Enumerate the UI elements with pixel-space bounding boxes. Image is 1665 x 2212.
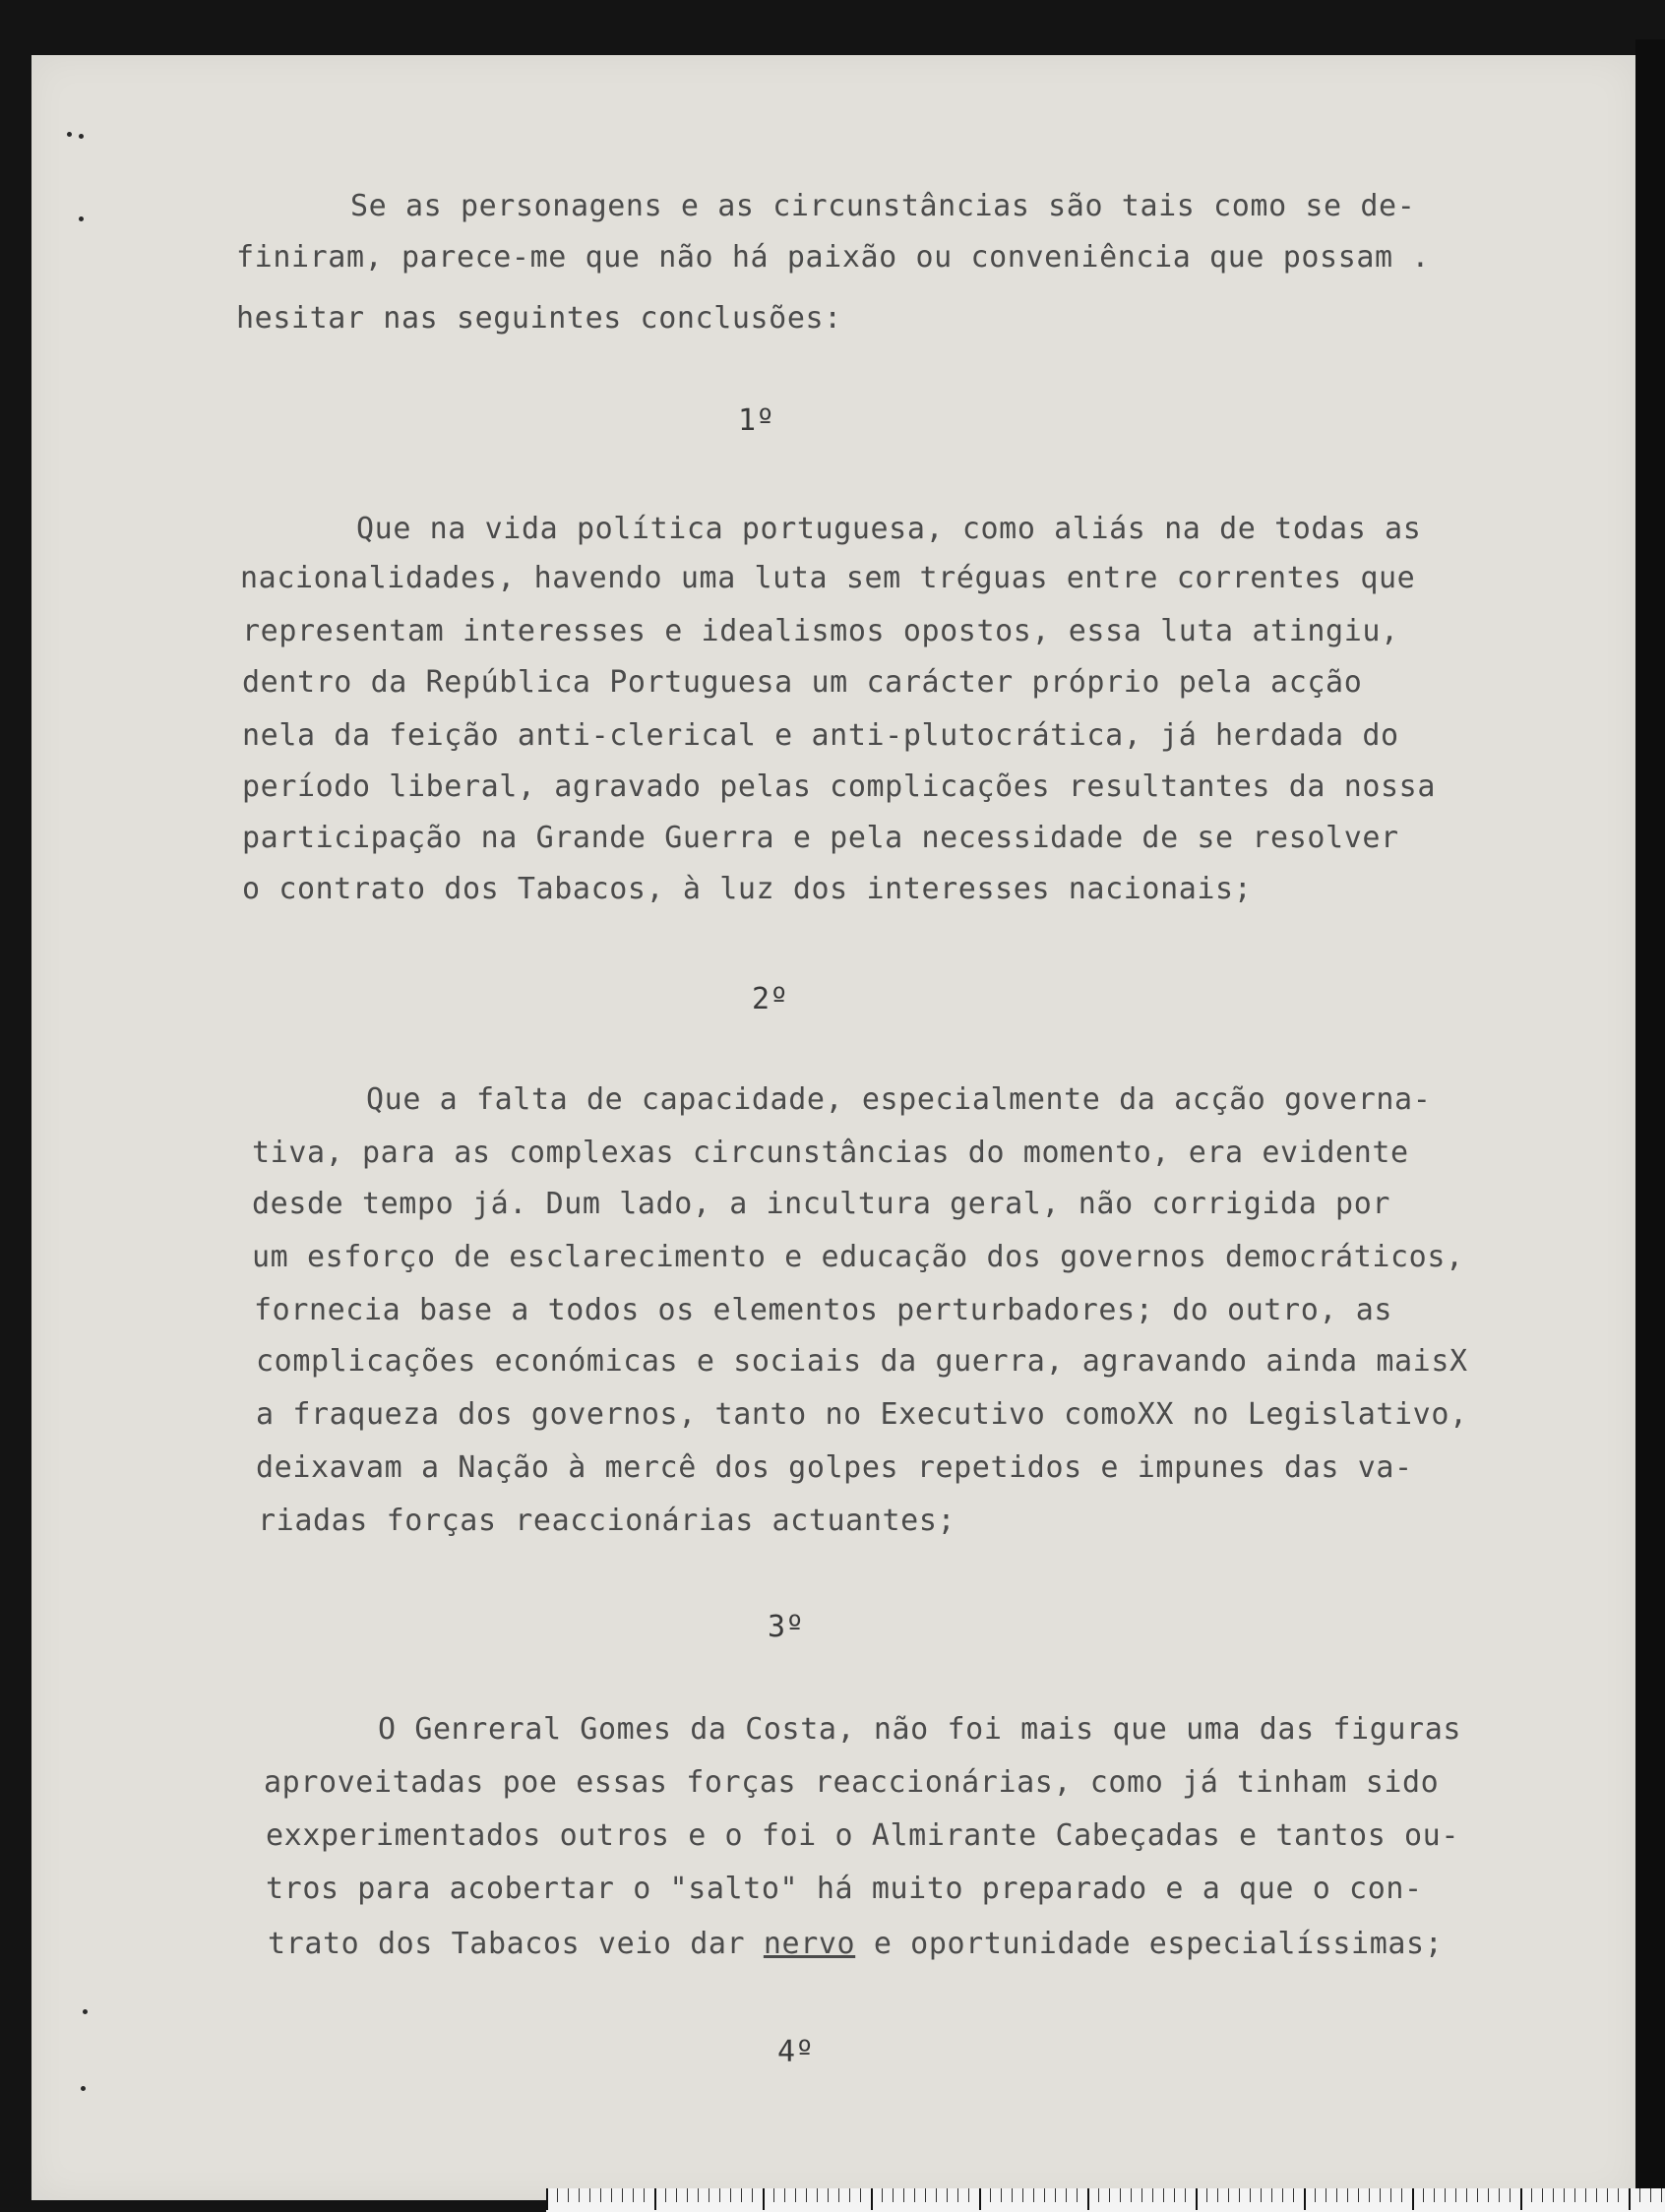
paragraph-line-last [268, 1927, 1443, 1961]
paragraph-line: tiva, para as complexas circunstâncias do momento, era evidente [252, 1136, 1409, 1170]
paragraph-line: desde tempo já. Dum lado, a incultura geral, não corrigida por [252, 1187, 1391, 1221]
paragraph-line: tros para acobertar o "salto" há muito preparado e a que o con- [266, 1872, 1423, 1906]
paragraph-line: representam interesses e idealismos opostos, essa luta atingiu, [242, 614, 1399, 648]
paragraph-line: riadas forças reaccionárias actuantes; [258, 1504, 956, 1538]
margin-mark [83, 2009, 88, 2014]
paragraph-line: Que a falta de capacidade, especialmente da acção governa- [366, 1082, 1432, 1117]
paragraph-line: um esforço de esclarecimento e educação dos governos democráticos, [252, 1240, 1464, 1274]
paragraph-line: período liberal, agravado pelas complicações resultantes da nossa [242, 769, 1436, 804]
paragraph-line: complicações económicas e sociais da guerra, agravando ainda maisX [256, 1344, 1468, 1379]
section-heading-2: 2º [752, 982, 789, 1016]
scale-ruler [546, 2188, 1665, 2212]
paragraph-line: Que na vida política portuguesa, como aliás na de todas as [356, 512, 1422, 546]
paragraph-line: a fraqueza dos governos, tanto no Executivo comoXX no Legislativo, [256, 1397, 1468, 1432]
intro-line: Se as personagens e as circunstâncias são tais como se de- [350, 189, 1416, 223]
section-heading-1: 1º [738, 403, 775, 438]
paragraph-line: deixavam a Nação à mercê dos golpes repetidos e impunes das va- [256, 1450, 1413, 1485]
margin-mark [67, 132, 72, 137]
paragraph-line: o contrato dos Tabacos, à luz dos interesses nacionais; [242, 872, 1253, 906]
section-heading-4: 4º [777, 2035, 815, 2069]
paragraph-line: aproveitadas poe essas forças reaccionárias, como já tinham sido [264, 1765, 1440, 1800]
paragraph-line: fornecia base a todos os elementos perturbadores; do outro, as [254, 1293, 1393, 1327]
ruler-major-ticks [546, 2188, 1665, 2210]
paragraph-line: nacionalidades, havendo uma luta sem tréguas entre correntes que [240, 561, 1416, 595]
intro-line: finiram, parece-me que não há paixão ou conveniência que possam . [236, 240, 1430, 275]
margin-mark [79, 216, 84, 221]
margin-mark [79, 134, 84, 139]
text-span: trato dos Tabacos veio dar [268, 1927, 764, 1961]
paragraph-line: participação na Grande Guerra e pela necessidade de se resolver [242, 821, 1399, 855]
margin-mark [81, 2086, 86, 2091]
section-heading-3: 3º [768, 1610, 805, 1644]
intro-line: hesitar nas seguintes conclusões: [236, 301, 842, 336]
paragraph-line: exxperimentados outros e o foi o Almirante Cabeçadas e tantos ou- [266, 1818, 1459, 1853]
text-span: e oportunidade especialíssimas; [855, 1927, 1444, 1961]
paragraph-line: O Genreral Gomes da Costa, não foi mais que uma das figuras [378, 1712, 1462, 1747]
paragraph-line: nela da feição anti-clerical e anti-plutocrática, já herdada do [242, 718, 1399, 753]
paragraph-line: dentro da República Portuguesa um carácter próprio pela acção [242, 665, 1363, 700]
scan-edge-shadow [1635, 39, 1665, 2204]
underlined-word: nervo [763, 1927, 856, 1961]
